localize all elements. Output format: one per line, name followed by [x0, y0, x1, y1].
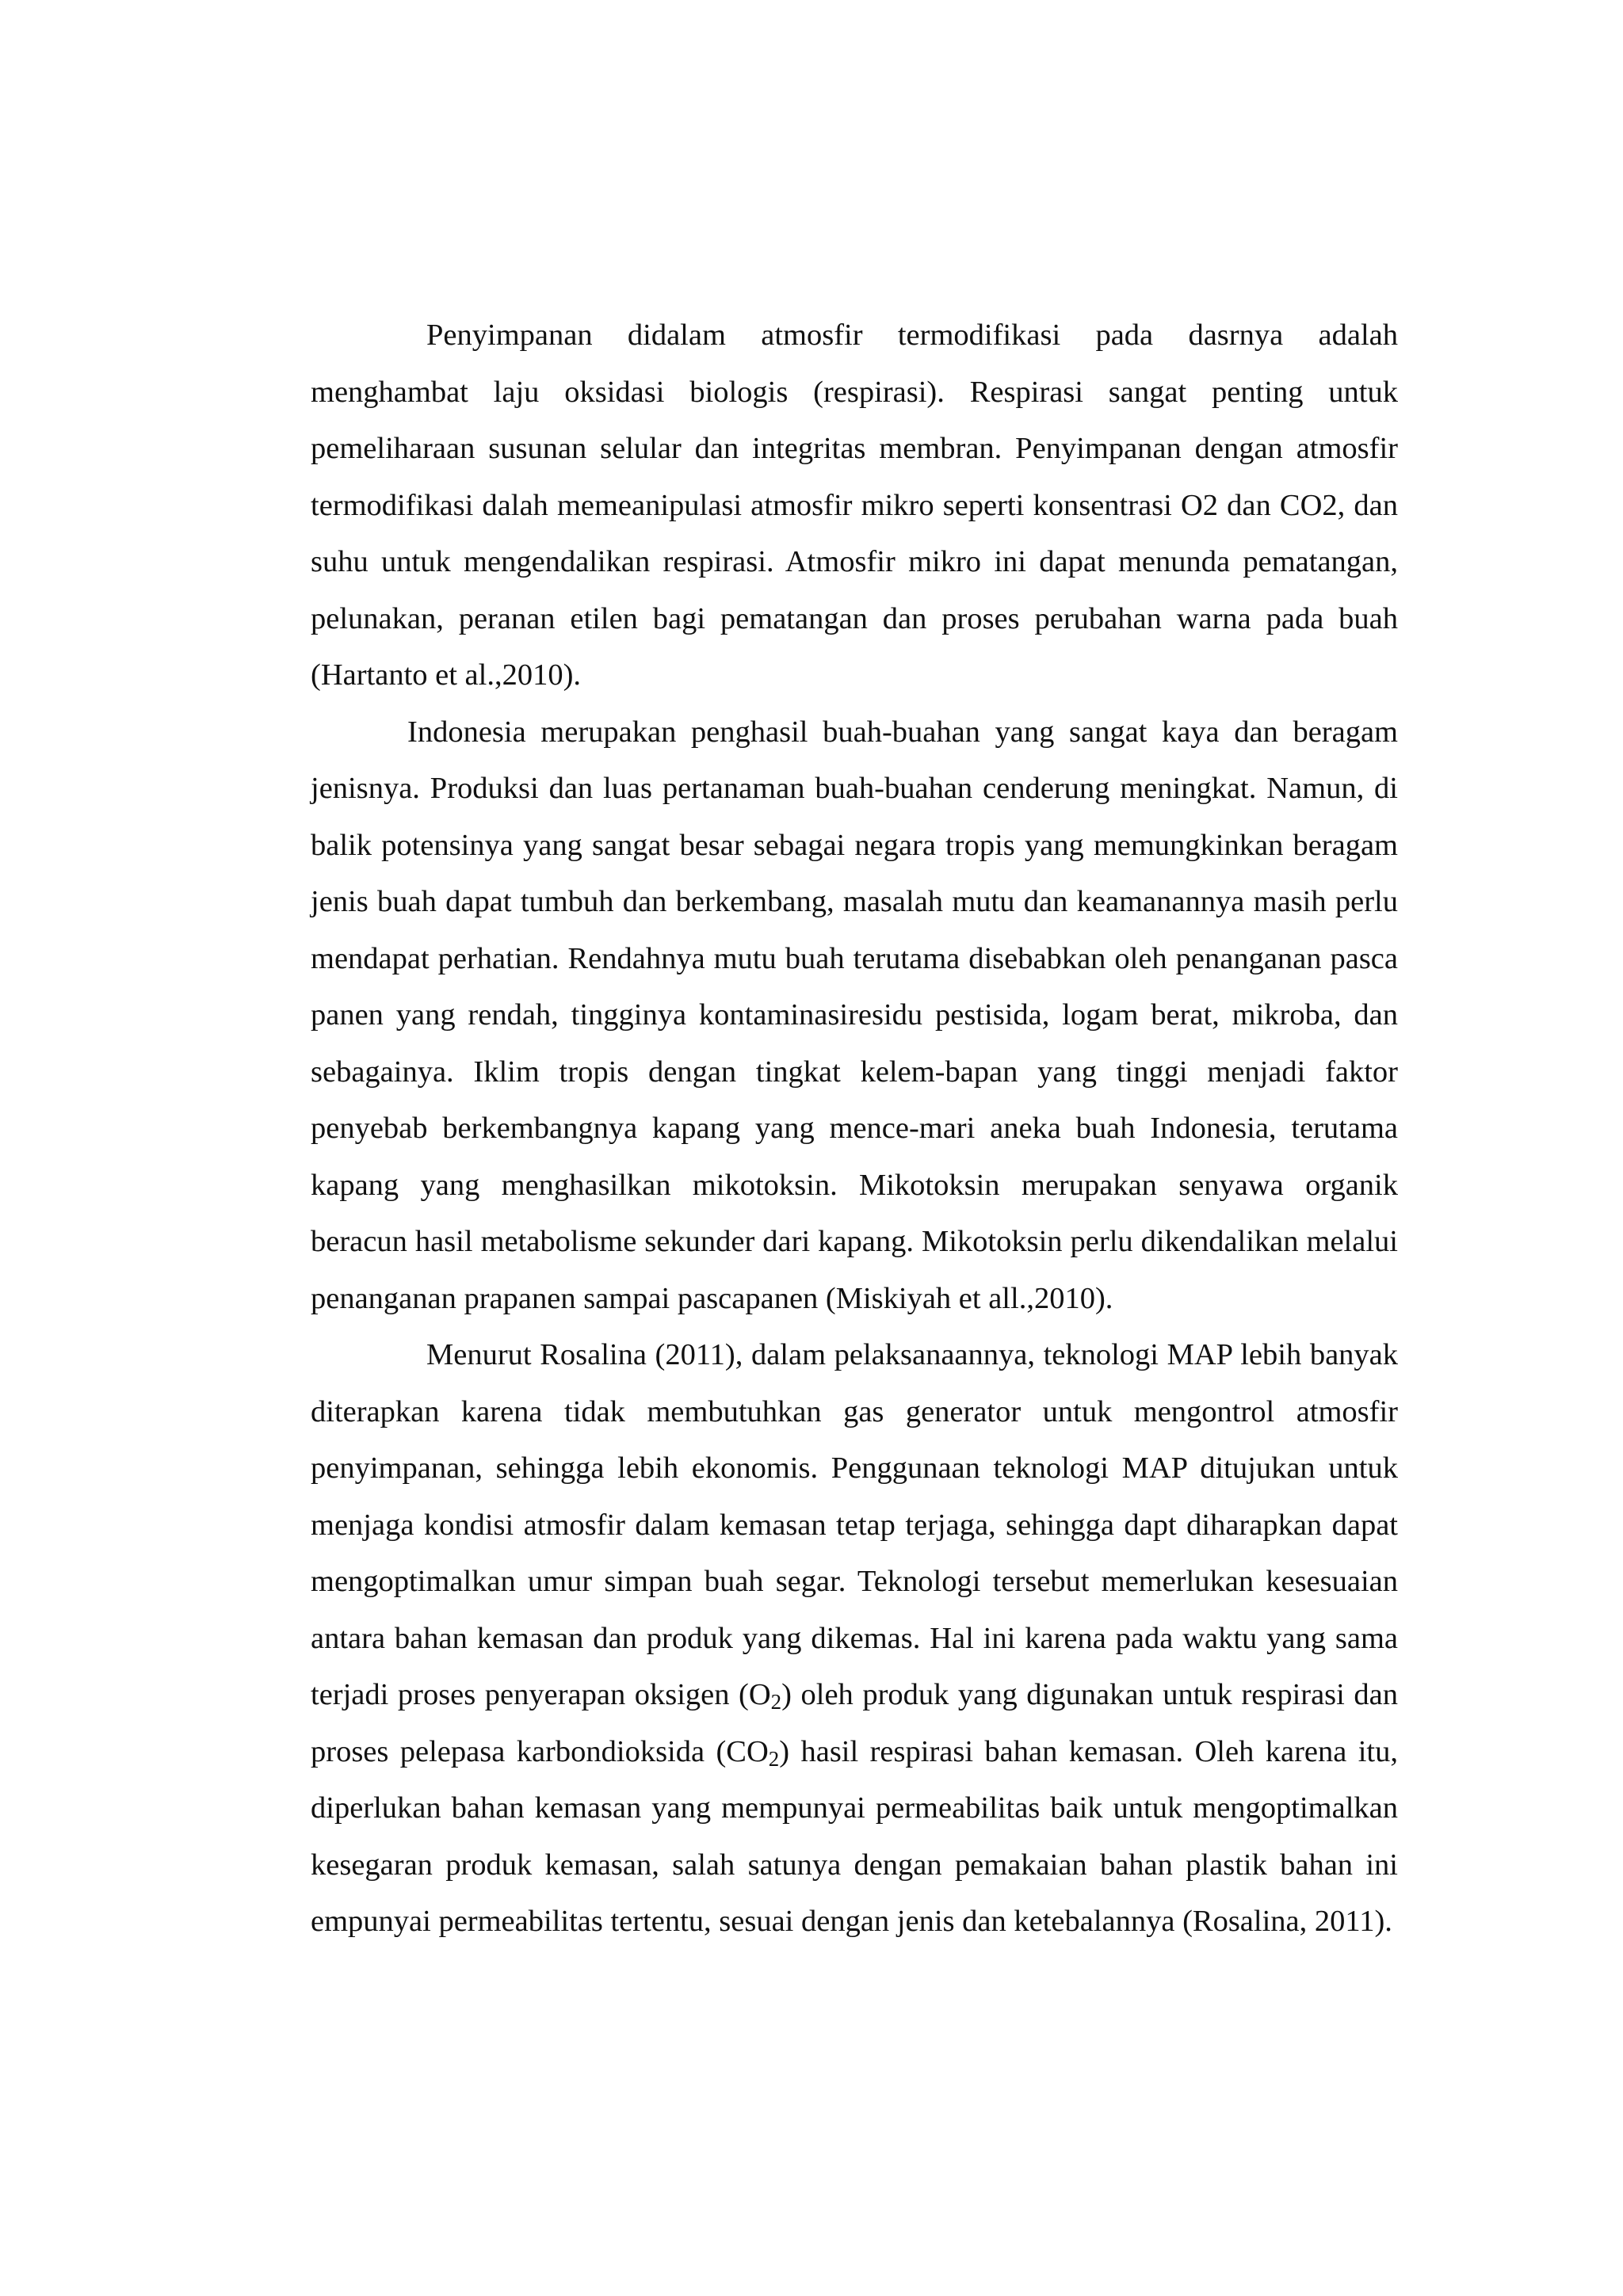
paragraph-buah-indonesia: Indonesia merupakan penghasil buah-buahan yang sangat kaya dan beragam jenisnya. Produksi dan luas pertanaman buah-buahan cenderung meningkat. Namun, di balik potensinya yang sangat besar sebagai negara tropis yang memungkinkan beragam jenis buah dapat tumbuh dan berkembang, masalah mutu dan keamanannya masih perlu mendapat perhatian. Rendahnya mutu buah terutama disebabkan oleh penanganan pasca panen yang rendah, tingginya kontaminasiresidu pestisida, logam berat, mikroba, dan sebagainya. Iklim tropis dengan tingkat kelem-bapan yang tinggi menjadi faktor penyebab berkembangnya kapang yang mence-mari aneka buah Indonesia, terutama kapang yang menghasilkan mikotoksin. Mikotoksin merupakan senyawa organik beracun hasil metabolisme sekunder dari kapang. Mikotoksin perlu dikendalikan melalui penanganan prapanen sampai pascapanen (Miskiyah et all.,2010).	[311, 715, 1398, 1315]
subscript-oxygen: 2	[770, 1689, 782, 1714]
subscript-carbon-dioxide: 2	[768, 1746, 780, 1771]
paragraph-text-segment: ) oleh produk yang digunakan untuk respirasi dan proses pelepasa karbondioksida (CO	[311, 1678, 1398, 1768]
body-text	[311, 307, 1398, 1951]
paragraph-teknologi-map	[311, 1327, 1398, 1951]
paragraph-atmosfir-termodifikasi: Penyimpanan didalam atmosfir termodifikasi pada dasrnya adalah menghambat laju oksidasi biologis (respirasi). Respirasi sangat penting untuk pemeliharaan susunan selular dan integritas membran. Penyimpanan dengan atmosfir termodifikasi dalah memeanipulasi atmosfir mikro seperti konsentrasi O2 dan CO2, dan suhu untuk mengendalikan respirasi. Atmosfir mikro ini dapat menunda pematangan, pelunakan, peranan etilen bagi pematangan dan proses perubahan warna pada buah (Hartanto et al.,2010).	[311, 318, 1398, 692]
paragraph-text-segment: ) hasil respirasi bahan kemasan. Oleh karena itu, diperlukan bahan kemasan yang mempunyai permeabilitas baik untuk mengoptimalkan kesegaran produk kemasan, salah satunya dengan pemakaian bahan plastik bahan ini empunyai permeabilitas tertentu, sesuai dengan jenis dan ketebalannya (Rosalina, 2011).	[311, 1734, 1398, 1938]
paragraph-text-segment: Menurut Rosalina (2011), dalam pelaksanaannya, teknologi MAP lebih banyak diterapkan karena tidak membutuhkan gas generator untuk mengontrol atmosfir penyimpanan, sehingga lebih ekonomis. Penggunaan teknologi MAP ditujukan untuk menjaga kondisi atmosfir dalam kemasan tetap terjaga, sehingga dapt diharapkan dapat mengoptimalkan umur simpan buah segar. Teknologi tersebut memerlukan kesesuaian antara bahan kemasan dan produk yang dikemas. Hal ini karena pada waktu yang sama terjadi proses penyerapan oksigen (O	[311, 1338, 1398, 1711]
